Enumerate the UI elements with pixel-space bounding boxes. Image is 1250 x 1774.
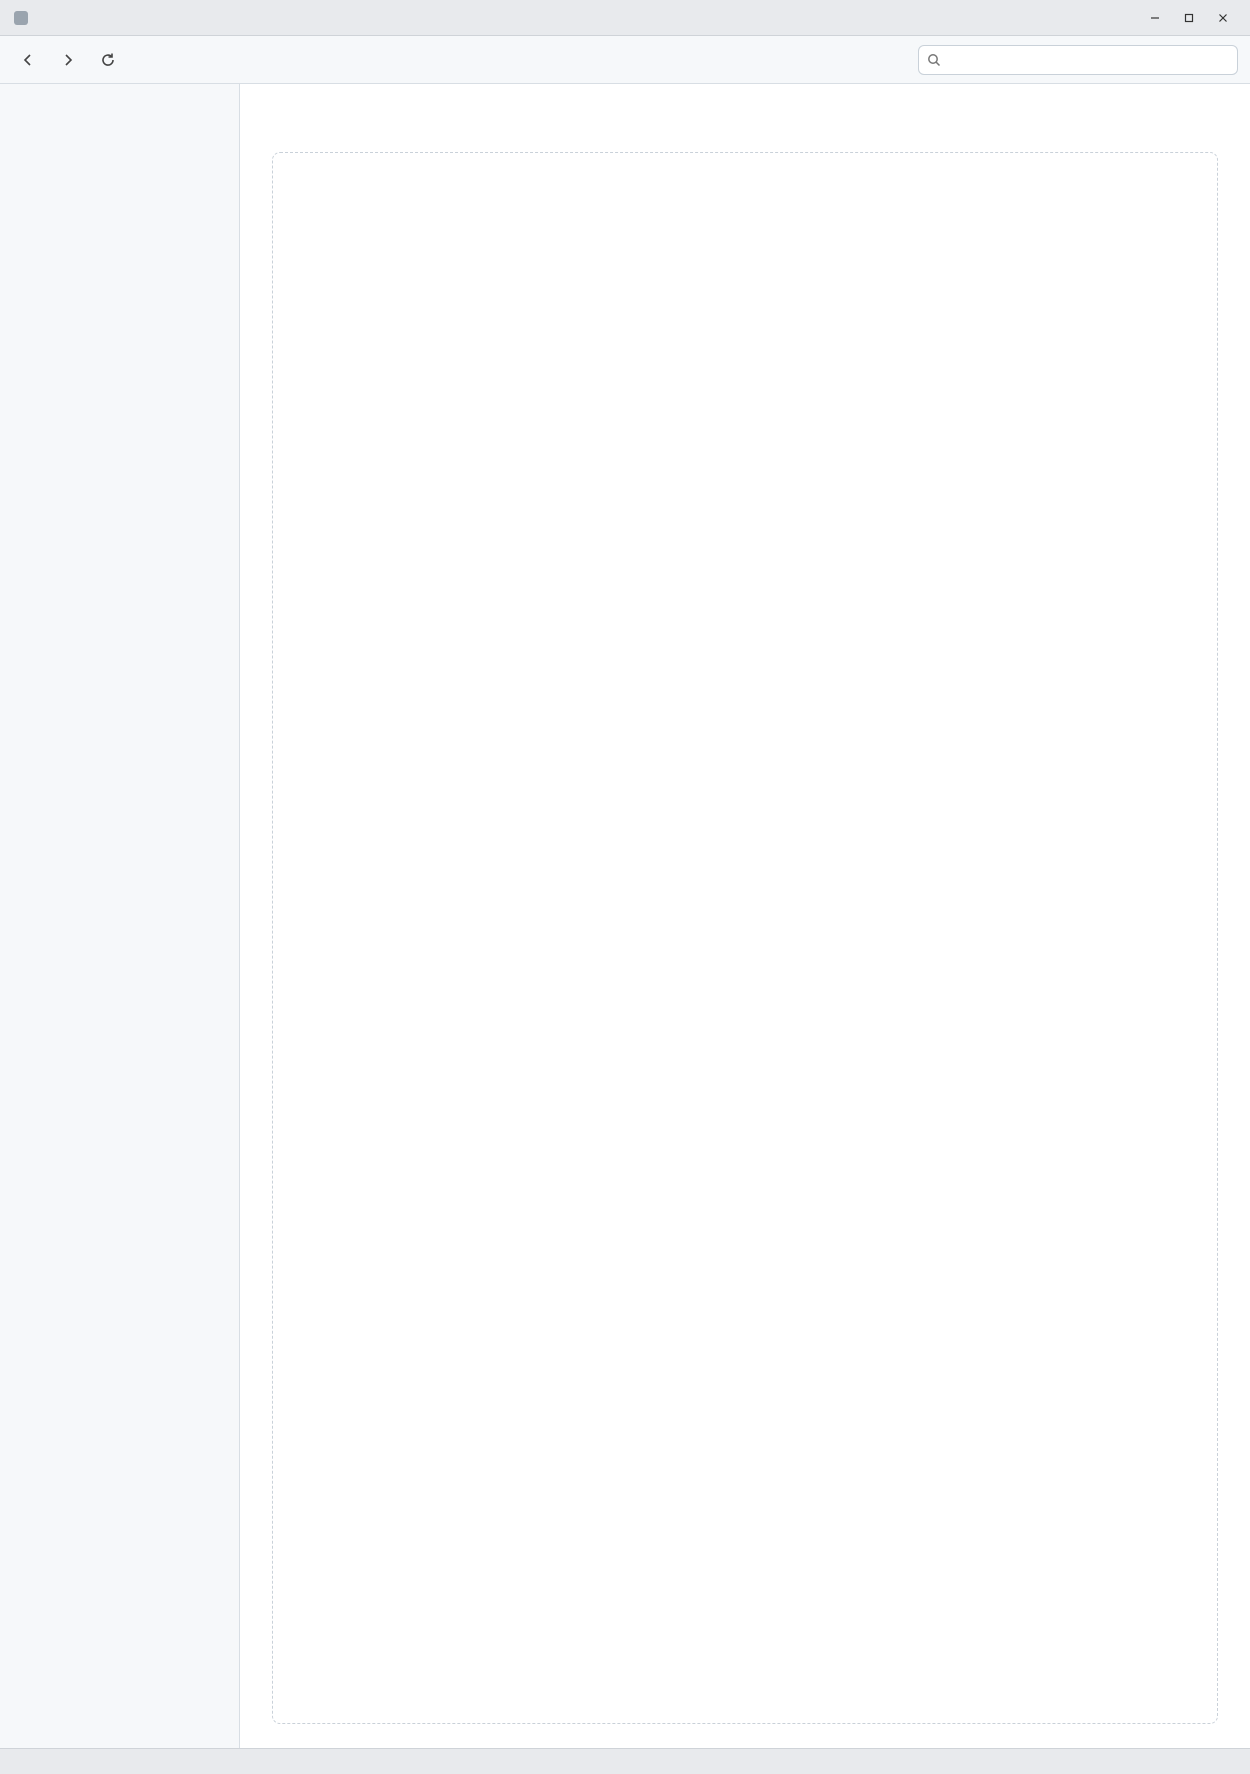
maximize-icon bbox=[1184, 13, 1194, 23]
search-icon bbox=[927, 53, 941, 67]
minimize-button[interactable] bbox=[1140, 6, 1170, 30]
close-button[interactable] bbox=[1208, 6, 1238, 30]
forward-button[interactable] bbox=[52, 44, 84, 76]
arrow-right-icon bbox=[60, 52, 76, 68]
title-bar bbox=[0, 0, 1250, 36]
search-input[interactable] bbox=[947, 51, 1229, 68]
page-title bbox=[272, 108, 1218, 136]
window-controls bbox=[1140, 6, 1238, 30]
maximize-button[interactable] bbox=[1174, 6, 1204, 30]
minimize-icon bbox=[1150, 13, 1160, 23]
body-area bbox=[0, 84, 1250, 1748]
arrow-left-icon bbox=[20, 52, 36, 68]
content-area bbox=[272, 152, 1218, 1724]
close-icon bbox=[1218, 13, 1228, 23]
main-panel bbox=[240, 84, 1250, 1748]
refresh-icon bbox=[100, 52, 116, 68]
refresh-button[interactable] bbox=[92, 44, 124, 76]
sidebar-heading bbox=[8, 96, 231, 116]
toolbar bbox=[0, 36, 1250, 84]
search-box bbox=[918, 45, 1238, 75]
sidebar bbox=[0, 84, 240, 1748]
back-button[interactable] bbox=[12, 44, 44, 76]
status-bar bbox=[0, 1748, 1250, 1774]
app-icon bbox=[12, 9, 30, 27]
